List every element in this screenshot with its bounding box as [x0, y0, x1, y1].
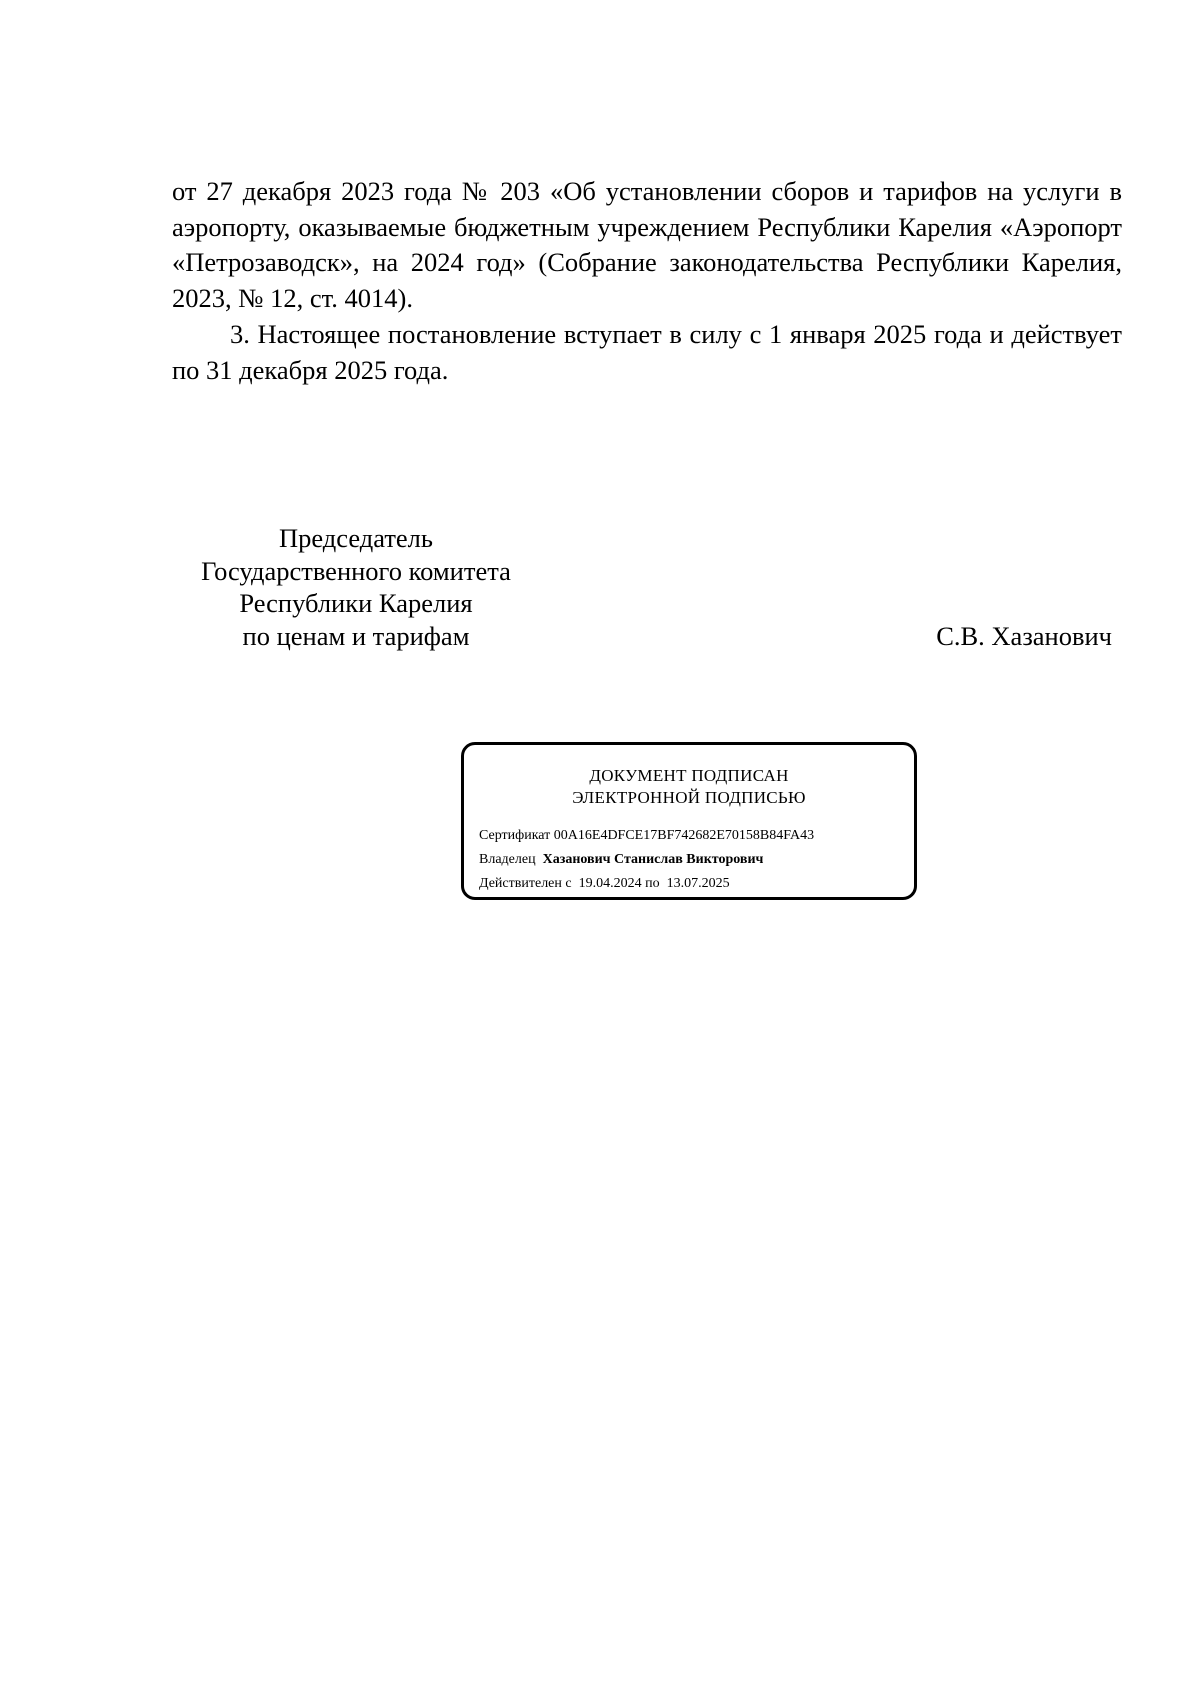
owner-line	[479, 848, 909, 872]
electronic-signature-stamp	[461, 742, 917, 900]
paragraph-continuation: от 27 декабря 2023 года № 203 «Об установлении сборов и тарифов на услуги в аэропорту, оказываемые бюджетным учреждением Республики Карелия «Аэропорт «Петрозаводск», на 2024 год» (Собрание законодательства Республики Карелия, 2023, № 12, ст. 4014).	[172, 176, 1122, 314]
stamp-heading	[464, 765, 914, 809]
owner-label: Владелец	[479, 852, 536, 867]
paragraph-effective-date: 3. Настоящее постановление вступает в силу с 1 января 2025 года и действует по 31 декабря 2025 года.	[172, 318, 1122, 385]
valid-to-label: по	[645, 876, 660, 891]
owner-value: Хазанович Станислав Викторович	[542, 852, 764, 867]
valid-from: 19.04.2024	[578, 876, 642, 891]
signer-title-line: Республики Карелия	[239, 588, 473, 619]
signer-name: С.В. Хазанович	[936, 621, 1112, 651]
stamp-heading-line: ДОКУМЕНТ ПОДПИСАН	[589, 766, 789, 785]
signer-title-line: по ценам и тарифам	[242, 621, 470, 652]
signer-title-line: Государственного комитета	[201, 555, 511, 586]
document-body	[172, 174, 1122, 388]
validity-line	[479, 872, 909, 896]
valid-label: Действителен с	[479, 876, 572, 891]
certificate-label: Сертификат	[479, 828, 551, 843]
stamp-heading-line: ЭЛЕКТРОННОЙ ПОДПИСЬЮ	[572, 788, 806, 807]
signer-title	[172, 522, 540, 653]
valid-to: 13.07.2025	[666, 876, 730, 891]
stamp-details	[479, 824, 909, 896]
signer-title-line: Председатель	[279, 523, 433, 553]
certificate-line	[479, 824, 909, 848]
certificate-value: 00A16E4DFCE17BF742682E70158B84FA43	[553, 828, 815, 843]
